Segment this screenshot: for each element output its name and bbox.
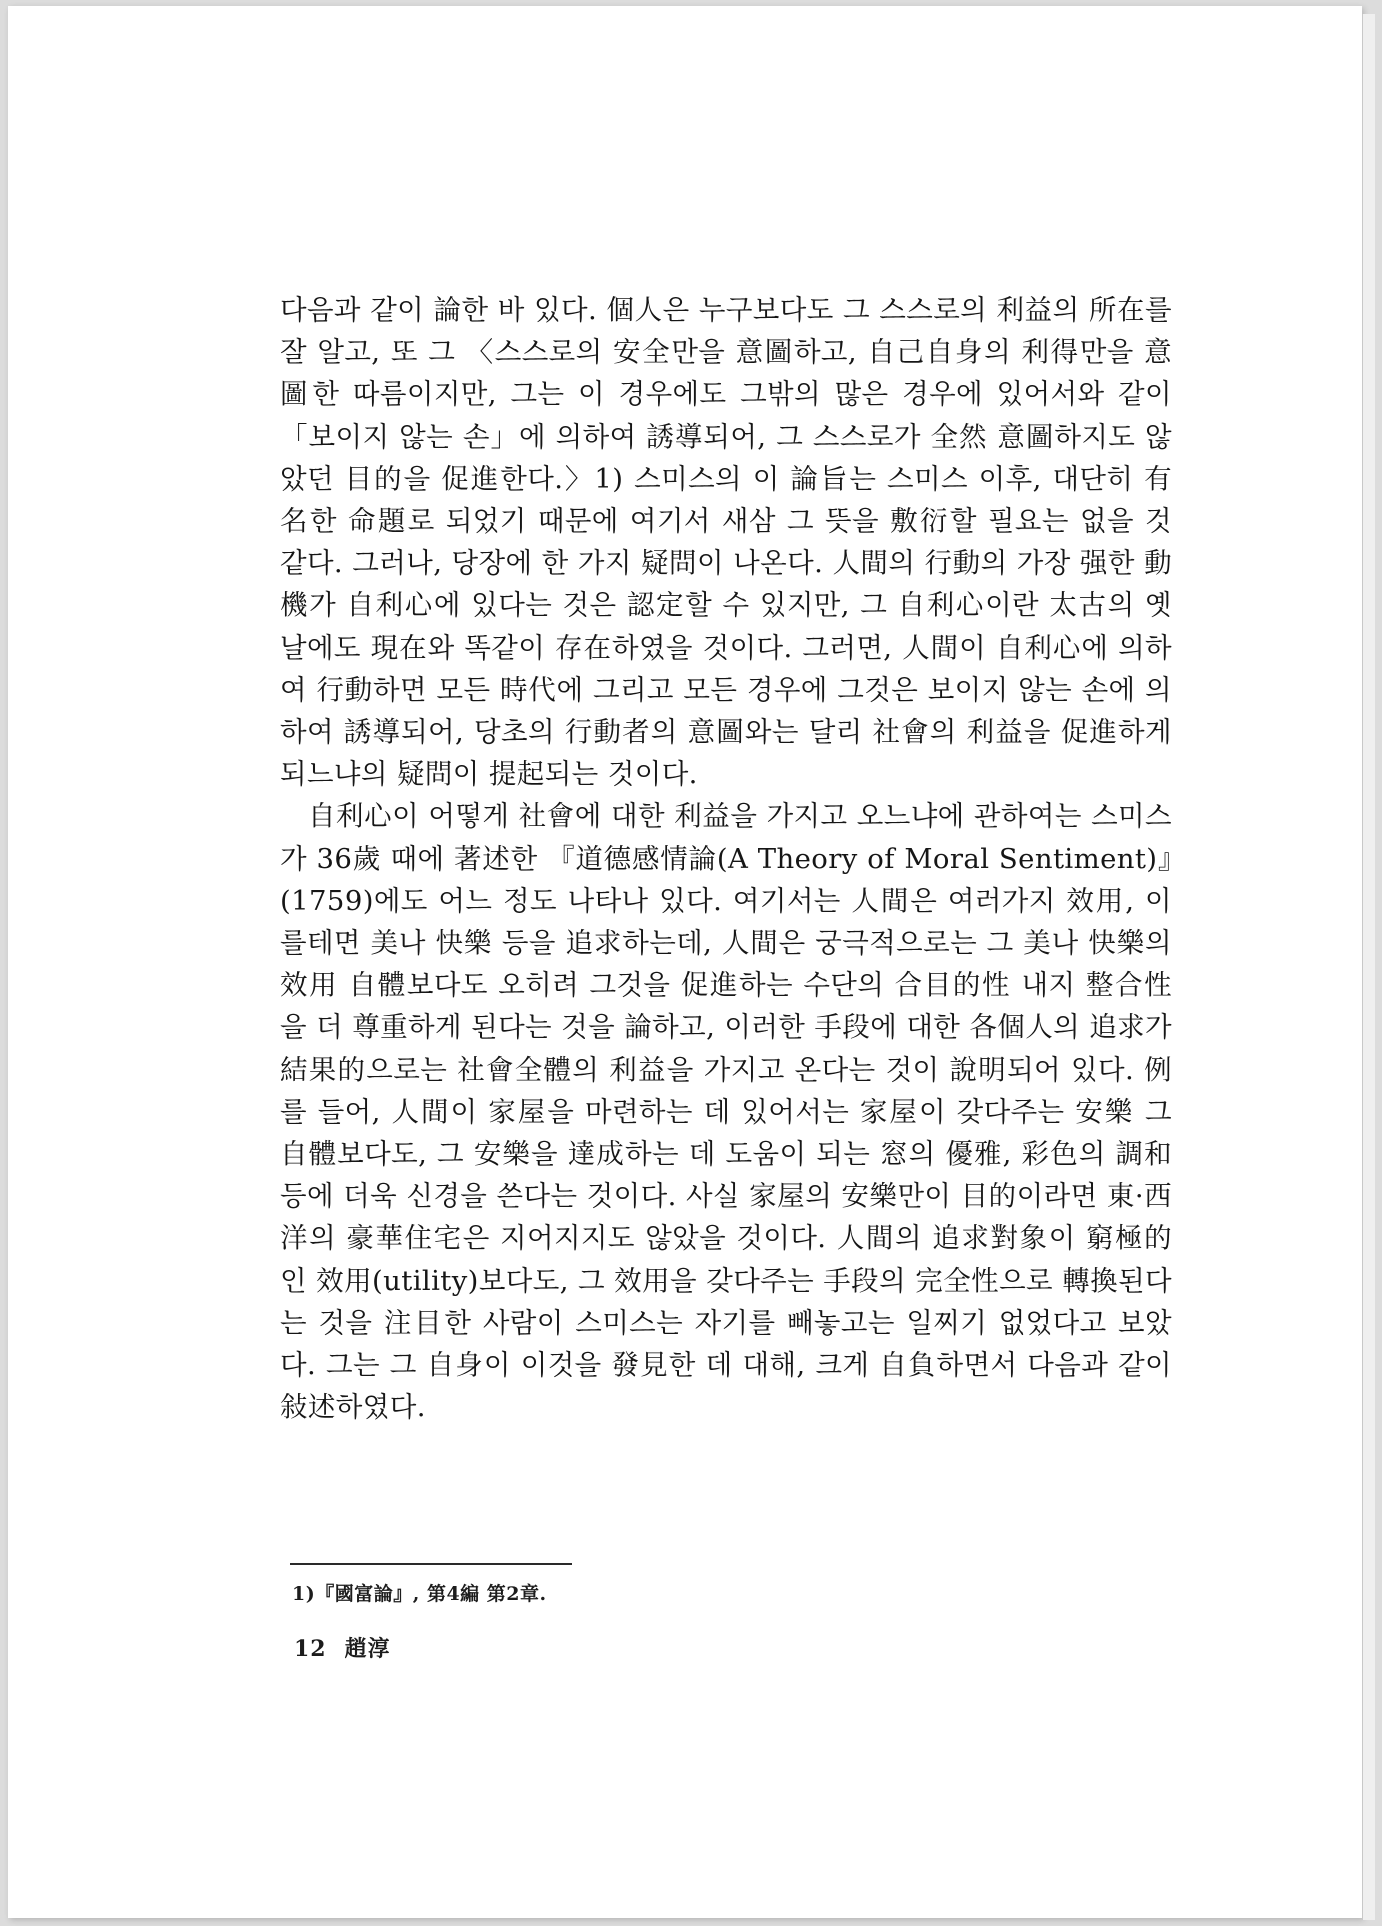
footnote-rule [290,1563,572,1565]
folio [294,1632,391,1663]
page-number: 12 [294,1636,327,1662]
paragraph-2: 自利心이 어떻게 社會에 대한 利益을 가지고 오느냐에 관하여는 스미스가 36歲 때에 著述한 『道德感情論(A Theory of Moral Sentiment)』(1759)에도 어느 정도 나타나 있다. 여기서는 人間은 여러가지 效用, 이를테면 美나 快樂 등을 追求하는데, 人間은 궁극적으로는 그 美나 快樂의 效用 自體보다도 오히려 그것을 促進하는 수단의 合目的性 내지 整合性을 더 尊重하게 된다는 것을 論하고, 이러한 手段에 대한 各個人의 追求가 結果的으로는 社會全體의 利益을 가지고 온다는 것이 說明되어 있다. 例를 들어, 人間이 家屋을 마련하는 데 있어서는 家屋이 갖다주는 安樂 그 自體보다도, 그 安樂을 達成하는 데 도움이 되는 窓의 優雅, 彩色의 調和 등에 더욱 신경을 쓴다는 것이다. 사실 家屋의 安樂만이 目的이라면 東·西洋의 豪華住宅은 지어지지도 않았을 것이다. 人間의 追求對象이 窮極的인 效用(utility)보다도, 그 效用을 갖다주는 手段의 完全性으로 轉換된다는 것을 注目한 사람이 스미스는 자기를 빼놓고는 일찌기 없었다고 보았다. 그는 그 自身이 이것을 發見한 데 대해, 크게 自負하면서 다음과 같이 敍述하였다. [280,800,1172,1424]
running-author: 趙淳 [344,1636,391,1662]
document-page [8,6,1362,1918]
footnote: 1)『國富論』, 第4編 第2章. [292,1583,547,1605]
paragraph-1: 다음과 같이 論한 바 있다. 個人은 누구보다도 그 스스로의 利益의 所在를 잘 알고, 또 그 〈스스로의 安全만을 意圖하고, 自己自身의 利得만을 意圖한 따름이지만, 그는 이 경우에도 그밖의 많은 경우에 있어서와 같이 「보이지 않는 손」에 의하여 誘導되어, 그 스스로가 全然 意圖하지도 않았던 目的을 促進한다.〉1) 스미스의 이 論旨는 스미스 이후, 대단히 有名한 命題로 되었기 때문에 여기서 새삼 그 뜻을 敷衍할 필요는 없을 것 같다. 그러나, 당장에 한 가지 疑問이 나온다. 人間의 行動의 가장 强한 動機가 自利心에 있다는 것은 認定할 수 있지만, 그 自利心이란 太古의 옛날에도 現在와 똑같이 存在하였을 것이다. 그러면, 人間이 自利心에 의하여 行動하면 모든 時代에 그리고 모든 경우에 그것은 보이지 않는 손에 의하여 誘導되어, 당초의 行動者의 意圖와는 달리 社會의 利益을 促進하게 되느냐의 疑問이 提起되는 것이다. [280,294,1172,791]
page-edge [1362,14,1375,1920]
body-text [280,289,1172,1428]
